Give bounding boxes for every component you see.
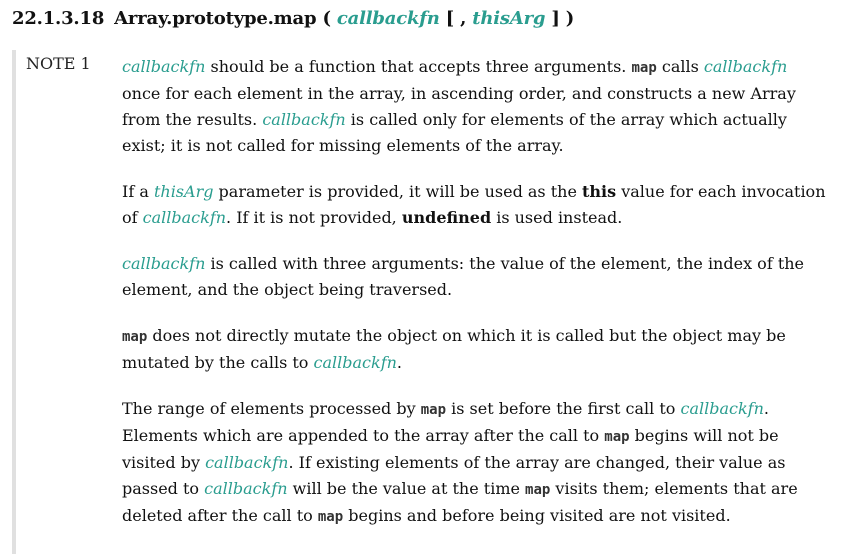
- var-callbackfn[interactable]: callbackfn: [204, 479, 288, 498]
- text-run: calls: [656, 57, 704, 76]
- code-map[interactable]: map: [604, 429, 630, 445]
- note-block: [12, 50, 834, 554]
- var-callbackfn[interactable]: callbackfn: [313, 353, 397, 372]
- text-run: parameter is provided, it will be used as the: [213, 182, 583, 201]
- text-run: once for each element in the array, in ascending order, and constructs a new Array from the results.: [122, 84, 796, 129]
- text-run: is set before the first call to: [446, 399, 681, 418]
- text-run: is called with three arguments: the value of the element, the index of the element, and the object being traversed.: [122, 254, 805, 299]
- section-heading: [12, 8, 574, 29]
- code-map[interactable]: map: [420, 402, 447, 418]
- text-run: is called only for elements of the array which actually exist; it is not called for missing elements of the array.: [122, 110, 787, 155]
- var-callbackfn[interactable]: callbackfn: [205, 453, 289, 472]
- keyword-this: this: [582, 182, 617, 201]
- param-callbackfn[interactable]: callbackfn: [336, 8, 440, 29]
- note-paragraph-1: [122, 54, 830, 159]
- note-body: [122, 54, 830, 550]
- note-label: NOTE 1: [26, 54, 91, 73]
- text-run: is used instead.: [491, 208, 623, 227]
- note-paragraph-4: [122, 323, 830, 376]
- var-callbackfn[interactable]: callbackfn: [680, 399, 764, 418]
- note-paragraph-2: [122, 179, 830, 231]
- text-run: visits them; elements that are deleted after the call to: [122, 479, 798, 525]
- var-callbackfn[interactable]: callbackfn: [122, 57, 206, 76]
- text-run: If a: [122, 182, 154, 201]
- optional-bracket-open: [ ,: [445, 8, 467, 29]
- text-run: The range of elements processed by: [122, 399, 421, 418]
- text-run: value for each invocation of: [122, 182, 826, 227]
- var-callbackfn[interactable]: callbackfn: [262, 110, 346, 129]
- var-callbackfn[interactable]: callbackfn: [122, 254, 206, 273]
- var-callbackfn[interactable]: callbackfn: [142, 208, 227, 227]
- text-run: does not directly mutate the object on which it is called but the object may be mutated by the calls to: [122, 326, 786, 372]
- text-run: begins and before being visited are not visited.: [343, 506, 731, 525]
- method-name: Array.prototype.map: [114, 8, 317, 29]
- optional-bracket-close: ] ): [551, 8, 575, 29]
- keyword-undefined: undefined: [401, 208, 492, 227]
- text-run: will be the value at the time: [287, 479, 526, 498]
- note-paragraph-5: [122, 396, 830, 530]
- note-paragraph-3: [122, 251, 830, 303]
- text-run: . Elements which are appended to the array after the call to: [122, 399, 769, 445]
- text-run: . If existing elements of the array are changed, their value as passed to: [122, 453, 786, 498]
- param-thisarg[interactable]: thisArg: [472, 8, 546, 29]
- code-map[interactable]: map: [525, 482, 551, 498]
- text-run: . If it is not provided,: [226, 208, 402, 227]
- code-map[interactable]: map: [317, 509, 344, 525]
- open-paren: (: [322, 8, 331, 29]
- code-map[interactable]: map: [122, 329, 148, 345]
- code-map[interactable]: map: [631, 60, 657, 76]
- var-callbackfn[interactable]: callbackfn: [703, 57, 788, 76]
- text-run: should be a function that accepts three arguments.: [205, 57, 632, 76]
- text-run: .: [396, 353, 403, 372]
- var-thisarg[interactable]: thisArg: [153, 182, 214, 201]
- section-number: 22.1.3.18: [12, 8, 105, 29]
- text-run: begins will not be visited by: [122, 426, 779, 472]
